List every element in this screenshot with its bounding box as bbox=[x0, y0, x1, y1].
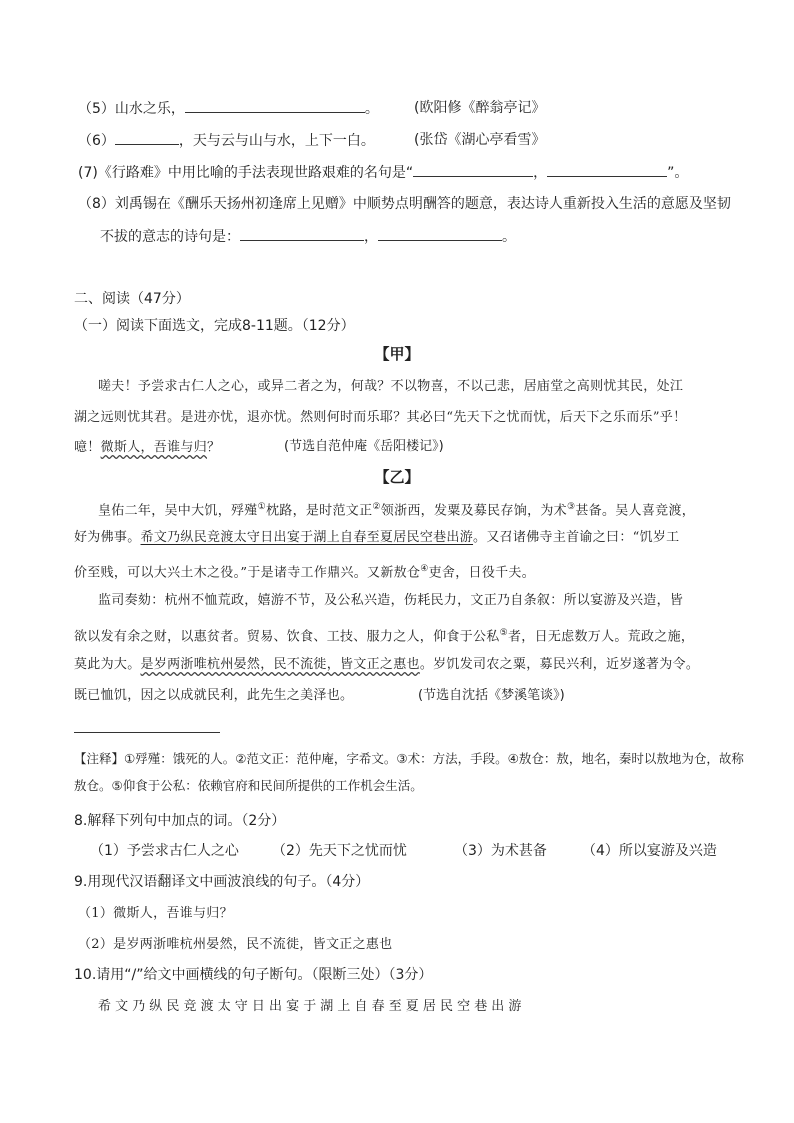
q8-item-2: （2）先天下之忧而忧 bbox=[272, 843, 407, 859]
question-8-title: 8.解释下列句中加点的词。（2分） bbox=[74, 813, 286, 829]
note-ref-5: ⑤ bbox=[499, 628, 508, 638]
yi-l3-a: 价至贱，可以大兴土木之役。”于是诸寺工作鼎兴。又新敖仓 bbox=[74, 565, 421, 581]
yi-l1-b: 枕路，是时范文正 bbox=[265, 503, 373, 519]
passage-yi-heading: 【乙】 bbox=[374, 468, 420, 486]
yi-l2-a: 好为佛事。 bbox=[74, 530, 141, 545]
q5-answer-blank[interactable] bbox=[185, 98, 365, 113]
q8-number: （8） bbox=[78, 196, 115, 212]
question-10-title: 10.请用“/”给文中画横线的句子断句。（限断三处）（3分） bbox=[74, 967, 433, 983]
q7-answer-blank-1[interactable] bbox=[413, 162, 533, 177]
yi-l2-b: 。又召诸佛寺主首谕之曰：“饥岁工 bbox=[473, 530, 680, 545]
passage-yi-line-2 bbox=[74, 528, 679, 548]
passage-jia-line-3 bbox=[74, 438, 220, 458]
q7-answer-blank-2[interactable] bbox=[547, 162, 667, 177]
yi-p2-l3-a: 莫此为大。 bbox=[74, 657, 141, 672]
passage-yi-p2-line-3 bbox=[74, 655, 699, 675]
passage-jia-heading: 【甲】 bbox=[374, 345, 420, 363]
part1-instructions: （一）阅读下面选文，完成8-11题。（12分） bbox=[74, 318, 355, 334]
note-ref-3: ③ bbox=[566, 502, 576, 512]
q8-item-1: （1）予尝求古仁人之心 bbox=[90, 843, 239, 859]
q8-answer-blank-2[interactable] bbox=[378, 226, 502, 241]
q6-answer-blank[interactable] bbox=[115, 130, 179, 145]
note-ref-2: ② bbox=[372, 502, 381, 512]
q9-item-2: （2）是岁两浙唯杭州晏然，民不流徙，皆文正之惠也 bbox=[78, 937, 393, 952]
fill-blank-q7 bbox=[78, 162, 688, 183]
notes-line-1: 【注释】①殍殣：饿死的人。②范文正：范仲庵，字希文。③术：方法，手段。④敖仓：敖，地名，秦时以敖地为仓，故称 bbox=[74, 751, 744, 766]
section-title: 二、阅读（47分） bbox=[74, 291, 190, 307]
fill-blank-q8-cont bbox=[100, 226, 516, 247]
q7-end: ”。 bbox=[667, 165, 689, 181]
passage-yi-source: (节选自沈括《梦溪笔谈》) bbox=[418, 688, 565, 703]
fill-blank-q8 bbox=[78, 194, 731, 214]
yi-l1-c: 领浙西，发粟及募民存饷，为术 bbox=[380, 503, 567, 519]
passage-yi-line-3 bbox=[74, 559, 535, 583]
q8-end: 。 bbox=[502, 229, 516, 245]
yi-p2-l2-a: 欲以发有余之财，以惠贫者。贸易、饮食、工技、服力之人，仰食于公私 bbox=[74, 629, 500, 645]
q7-sep: ， bbox=[533, 165, 548, 181]
jia-wavy-sentence: 微斯人，吾谁与归 bbox=[100, 440, 208, 455]
yi-p2-l2-b: 者，日无虑数万人。荒政之施， bbox=[507, 629, 695, 645]
q8-item-3: （3）为术甚备 bbox=[454, 843, 547, 859]
passage-yi-p2-line-2 bbox=[74, 623, 694, 647]
q6-number: （6） bbox=[78, 133, 115, 149]
yi-underlined-sentence: 希文乃纵民竞渡太守日出宴于湖上自春至夏居民空巷出游 bbox=[140, 530, 474, 545]
yi-l1-a: 皇佑二年，吴中大饥，殍殣 bbox=[98, 503, 258, 519]
q5-source: (欧阳修《醉翁亭记》 bbox=[414, 100, 546, 116]
q10-sentence[interactable]: 希文乃纵民竞渡太守日出宴于湖上自春至夏居民空巷出游 bbox=[98, 999, 526, 1014]
passage-jia-line-2: 湖之远则忧其君。是进亦忧，退亦忧。然则何时而乐耶？其必曰“先天下之忧而忧，后天下之乐而乐”乎！ bbox=[74, 410, 687, 425]
note-ref-4: ④ bbox=[420, 564, 429, 574]
footnote-divider bbox=[74, 732, 220, 733]
note-ref-1: ① bbox=[257, 502, 266, 512]
q8-answer-blank-1[interactable] bbox=[240, 226, 364, 241]
yi-wavy-sentence: 是岁两浙唯杭州晏然，民不流徙，皆文正之惠也 bbox=[140, 657, 420, 672]
notes-line-2: 敖仓。⑤仰食于公私：依赖官府和民间所提供的工作机会生活。 bbox=[74, 778, 423, 793]
jia-l3-b: ？ bbox=[207, 440, 221, 455]
passage-yi-p2-line-1: 监司奏劾：杭州不恤荒政，嬉游不节，及公私兴造，伤耗民力，文正乃自条叙：所以宴游及兴造，皆 bbox=[98, 593, 684, 608]
yi-l3-b: 吏舍，日役千夫。 bbox=[428, 565, 536, 581]
jia-l3-a: 噫！ bbox=[74, 440, 101, 455]
q7-text: 《行路难》中用比喻的手法表现世路艰难的名句是“ bbox=[97, 165, 414, 181]
q6-source: (张岱《湖心亭看雪》 bbox=[414, 132, 546, 148]
q8-sep: ， bbox=[364, 229, 378, 245]
question-9-title: 9.用现代汉语翻译文中画波浪线的句子。（4分） bbox=[74, 874, 370, 890]
q8-text-b: 不拔的意志的诗句是： bbox=[100, 229, 240, 245]
q7-number: (7) bbox=[78, 165, 98, 181]
q8-text: 刘禹锡在《酬乐天扬州初逢席上见赠》中顺势点明酬答的题意，表达诗人重新投入生活的意愿及坚韧 bbox=[114, 196, 731, 212]
yi-p2-l3-b: 。岁饥发司农之粟，募民兴利，近岁遂著为令。 bbox=[419, 657, 700, 672]
q5-number: （5） bbox=[78, 101, 115, 117]
q9-item-1: （1）微斯人，吾谁与归？ bbox=[78, 906, 233, 921]
q5-text: 山水之乐， bbox=[114, 101, 185, 117]
passage-jia-line-1: 嗟夫！予尝求古仁人之心，或异二者之为，何哉？不以物喜，不以己悲，居庙堂之高则忧其民，处江 bbox=[98, 379, 684, 394]
passage-yi-line-1 bbox=[98, 497, 695, 521]
fill-blank-q5 bbox=[78, 98, 379, 119]
passage-yi-p2-line-4: 既已恤饥，因之以成就民利，此先生之美泽也。 bbox=[74, 688, 354, 703]
q6-text: ，天与云与山与水，上下一白。 bbox=[178, 133, 375, 149]
yi-l1-d: 甚备。吴人喜竞渡， bbox=[575, 503, 696, 519]
q8-item-4: （4）所以宴游及兴造 bbox=[582, 843, 717, 859]
passage-jia-source: (节选自范仲庵《岳阳楼记》) bbox=[284, 439, 444, 454]
fill-blank-q6 bbox=[78, 130, 375, 151]
q5-end: 。 bbox=[364, 101, 379, 117]
